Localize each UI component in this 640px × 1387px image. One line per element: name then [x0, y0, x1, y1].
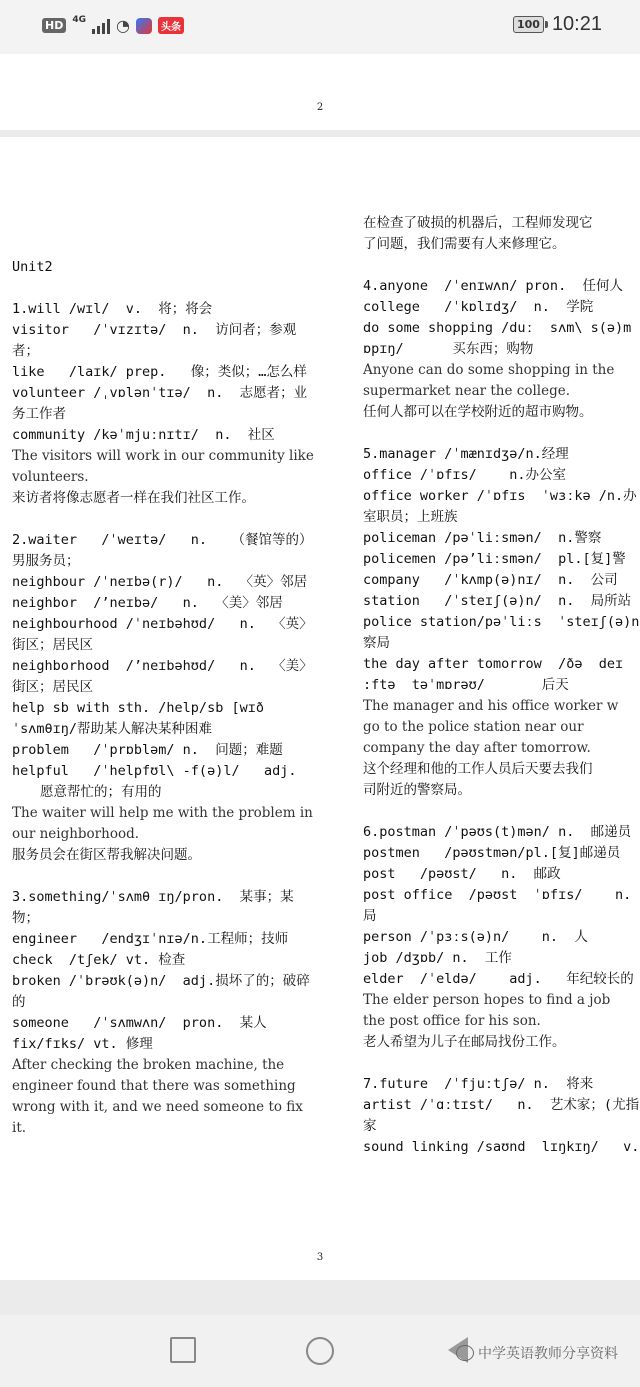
text-line: check /tʃek/ vt. 检查 — [12, 952, 186, 968]
text-line: 4.anyone /ˈenɪwʌn/ pron. 任何人 — [363, 278, 623, 294]
text-line: ɒpɪŋ/ 买东西；购物 — [363, 341, 534, 357]
text-line: :ftə təˈmɒrəʊ/ 后天 — [363, 677, 569, 693]
spacer — [12, 509, 314, 530]
app-notification-icon — [136, 18, 152, 34]
hd-badge: HD — [42, 18, 66, 33]
text-line: college /ˈkɒlɪdʒ/ n. 学院 — [363, 299, 594, 315]
text-line: Unit2 — [12, 259, 53, 275]
text-line: problem /ˈprɒbləm/ n. 问题；难题 — [12, 742, 283, 758]
text-line: community /kəˈmjuːnɪtɪ/ n. 社区 — [12, 427, 275, 443]
text-line: police station/pəˈliːs ˈsteɪʃ(ə)n — [363, 614, 640, 630]
spacer — [12, 278, 314, 299]
text-line: 室职员；上班族 — [363, 509, 458, 525]
text-line: 来访者将像志愿者一样在我们社区工作。 — [12, 490, 255, 506]
text-line: policemen /pə’liːsmən/ pl.[复]警 — [363, 551, 626, 567]
text-line: neighborhood /’neɪbəhʊd/ n. 〈美〉街区；居民区 — [12, 658, 313, 695]
home-button[interactable] — [306, 1337, 334, 1365]
text-line: 局 — [363, 908, 377, 924]
spacer — [363, 423, 640, 444]
text-line: neighbourhood /ˈneɪbəhʊd/ n. 〈英〉街区；居民区 — [12, 616, 313, 653]
example-sentence: The visitors will work in our community like volunteers. — [12, 448, 319, 485]
text-line: 1.will /wɪl/ v. 将；将会 — [12, 301, 213, 317]
text-line: station /ˈsteɪʃ(ə)n/ n. 局所站 — [363, 593, 632, 609]
text-line: 2.waiter /ˈweɪtə/ n. （餐馆等的）男服务员； — [12, 532, 313, 569]
wifi-icon: ◔ — [116, 16, 130, 35]
text-line: do some shopping /duː sʌm\ s(ə)m — [363, 320, 632, 336]
text-line: the day after tomorrow /ðə deɪ — [363, 656, 624, 672]
right-column — [363, 213, 640, 1158]
text-line: neighbor /’neɪbə/ n. 〈美〉邻居 — [12, 595, 283, 611]
text-line: postmen /pəʊstmən/pl.[复]邮递员 — [363, 845, 621, 861]
text-line: artist /ˈɑːtɪst/ n. 艺术家；(尤指 — [363, 1097, 640, 1113]
example-sentence: supermarket near the college. — [363, 383, 571, 399]
status-right — [513, 13, 602, 36]
toutiao-badge: 头条 — [158, 17, 184, 34]
status-bar — [0, 0, 640, 54]
text-line: like /laɪk/ prep. 像；类似；…怎么样 — [12, 364, 307, 380]
text-line: 了问题，我们需要有人来修理它。 — [363, 236, 566, 252]
text-line: policeman /pəˈliːsmən/ n.警察 — [363, 530, 602, 546]
text-line: 在检查了破损的机器后，工程师发现它 — [363, 215, 593, 231]
text-line: job /dʒɒb/ n. 工作 — [363, 950, 512, 966]
text-line: volunteer /ˌvɒlənˈtɪə/ n. 志愿者；业务工作者 — [12, 385, 308, 422]
text-line: someone /ˈsʌmwʌn/ pron. 某人 — [12, 1015, 267, 1031]
spacer — [363, 1053, 640, 1074]
example-sentence: The manager and his office worker w — [363, 698, 619, 714]
example-sentence: the post office for his son. — [363, 1013, 541, 1029]
text-line: helpful /ˈhelpfʊl\ -f(ə)l/ adj. — [12, 763, 297, 779]
status-time: 10:21 — [551, 13, 602, 35]
page-number: 3 — [316, 1252, 324, 1263]
watermark — [456, 1343, 618, 1363]
battery-icon: 100 — [513, 16, 544, 33]
text-line: 5.manager /ˈmænɪdʒə/n.经理 — [363, 446, 569, 462]
text-line: elder /ˈeldə/ adj. 年纪较长的 — [363, 971, 634, 987]
text-line: visitor /ˈvɪzɪtə/ n. 访问者；参观者； — [12, 322, 297, 359]
text-line: company /ˈkʌmp(ə)nɪ/ n. 公司 — [363, 572, 618, 588]
text-line: 3.something/ˈsʌmθ ɪŋ/pron. 某事；某物； — [12, 889, 294, 926]
signal-icon — [92, 18, 110, 34]
wechat-icon — [456, 1345, 474, 1361]
example-sentence: After checking the broken machine, the engineer found that there was something wrong with it, and we need someone to fix it. — [12, 1057, 308, 1136]
text-line: 7.future /ˈfjuːtʃə/ n. 将来 — [363, 1076, 594, 1092]
text-line: 家 — [363, 1118, 377, 1134]
text-line: engineer /endʒɪˈnɪə/n.工程师；技师 — [12, 931, 289, 947]
text-line: 司附近的警察局。 — [363, 782, 471, 798]
text-line: post /pəʊst/ n. 邮政 — [363, 866, 561, 882]
text-line: office worker /ˈɒfɪs ˈwɜːkə /n.办 — [363, 488, 637, 504]
watermark-text: 中学英语教师分享资料 — [478, 1346, 618, 1362]
text-line: sound linking /saʊnd lɪŋkɪŋ/ v. — [363, 1139, 640, 1155]
spacer — [363, 801, 640, 822]
text-line: 任何人都可以在学校附近的超市购物。 — [363, 404, 593, 420]
example-sentence: company the day after tomorrow. — [363, 740, 591, 756]
page-number: 2 — [316, 102, 324, 113]
example-sentence: The elder person hopes to find a job — [363, 992, 611, 1008]
text-line: person /ˈpɜːs(ə)n/ n. 人 — [363, 929, 588, 945]
text-line: fix/fɪks/ vt. 修理 — [12, 1036, 153, 1052]
document-page-3[interactable] — [0, 137, 640, 1280]
document-page-2 — [0, 54, 640, 130]
example-sentence: go to the police station near our — [363, 719, 584, 735]
text-line: 6.postman /ˈpəʊs(t)mən/ n. 邮递员 — [363, 824, 632, 840]
text-line: broken /ˈbrəʊk(ə)n/ adj.损坏了的；破碎的 — [12, 973, 310, 1010]
recent-apps-button[interactable] — [170, 1337, 196, 1363]
status-left — [42, 16, 184, 35]
text-line: 愿意帮忙的；有用的 — [40, 784, 162, 800]
network-type: 4G — [72, 14, 86, 25]
spacer — [12, 866, 314, 887]
text-line: post office /pəʊst ˈɒfɪs/ n. — [363, 887, 632, 903]
spacer — [363, 255, 640, 276]
example-sentence: The waiter will help me with the problem in our neighborhood. — [12, 805, 318, 842]
text-line: 这个经理和他的工作人员后天要去我们 — [363, 761, 593, 777]
text-line: 老人希望为儿子在邮局找份工作。 — [363, 1034, 566, 1050]
example-sentence: Anyone can do some shopping in the — [363, 362, 615, 378]
text-line: help sb with sth. /help/sb [wɪð ˈsʌmθɪŋ/帮助某人解决某种困难 — [12, 700, 273, 737]
text-line: office /ˈɒfɪs/ n.办公室 — [363, 467, 567, 483]
text-line: 察局 — [363, 635, 390, 651]
text-line: 服务员会在街区帮我解决问题。 — [12, 847, 201, 863]
left-column — [12, 257, 319, 1139]
text-line: neighbour /ˈneɪbə(r)/ n. 〈英〉邻居 — [12, 574, 308, 590]
